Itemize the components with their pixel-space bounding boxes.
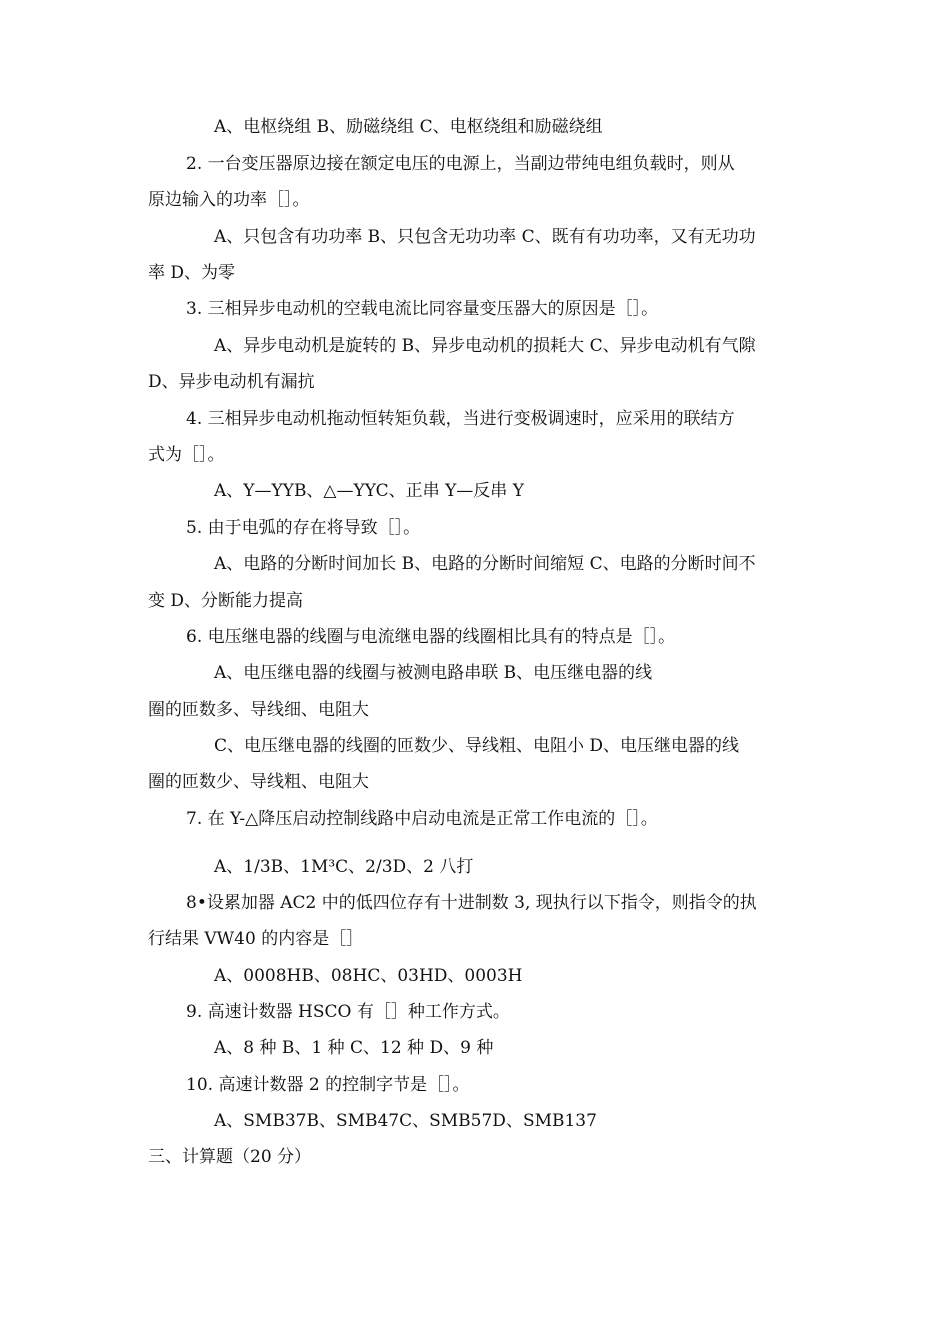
q3-options-line2: D、异步电动机有漏抗 [148, 372, 315, 392]
q6-options-line3: C、电压继电器的线圈的匝数少、导线粗、电阻小 D、电压继电器的线 [214, 736, 740, 756]
q6-options-line2: 圈的匝数多、导线细、电阻大 [148, 700, 369, 720]
q8-text-line1: 8•设累加器 AC2 中的低四位存有十进制数 3, 现执行以下指令，则指令的执 [186, 893, 757, 913]
q6-text: 6. 电压继电器的线圈与电流继电器的线圈相比具有的特点是［］。 [186, 627, 676, 647]
q7-options: A、1/3B、1M³C、2/3D、2 八打 [214, 857, 474, 877]
q10-options: A、SMB37B、SMB47C、SMB57D、SMB137 [214, 1111, 597, 1131]
q7-text: 7. 在 Y-△降压启动控制线路中启动电流是正常工作电流的［］。 [186, 809, 658, 829]
q1-options: A、电枢绕组 B、励磁绕组 C、电枢绕组和励磁绕组 [214, 117, 603, 137]
q9-options: A、8 种 B、1 种 C、12 种 D、9 种 [214, 1038, 494, 1058]
q2-options-line2: 率 D、为零 [148, 263, 236, 283]
q2-options-line1: A、只包含有功功率 B、只包含无功功率 C、既有有功功率，又有无功功 [214, 227, 756, 247]
q4-options: A、Y—YYB、△—YYC、正串 Y—反串 Y [214, 481, 524, 501]
q4-text-line2: 式为［］。 [148, 445, 225, 465]
q3-options-line1: A、异步电动机是旋转的 B、异步电动机的损耗大 C、异步电动机有气隙 [214, 336, 756, 356]
q5-options-line1: A、电路的分断时间加长 B、电路的分断时间缩短 C、电路的分断时间不 [214, 554, 756, 574]
q4-text-line1: 4. 三相异步电动机拖动恒转矩负载，当进行变极调速时，应采用的联结方 [186, 409, 735, 429]
q5-text: 5. 由于电弧的存在将导致［］。 [186, 518, 421, 538]
q6-options-line1: A、电压继电器的线圈与被测电路串联 B、电压继电器的线 [214, 663, 653, 683]
q6-options-line4: 圈的匝数少、导线粗、电阻大 [148, 772, 369, 792]
q2-text-line1: 2. 一台变压器原边接在额定电压的电源上，当副边带纯电组负载时，则从 [186, 154, 735, 174]
q9-text: 9. 高速计数器 HSCO 有［］种工作方式。 [186, 1002, 510, 1022]
q3-text: 3. 三相异步电动机的空载电流比同容量变压器大的原因是［］。 [186, 299, 659, 319]
q5-options-line2: 变 D、分断能力提高 [148, 591, 304, 611]
q8-text-line2: 行结果 VW40 的内容是［］ [148, 929, 364, 949]
q8-options: A、0008HB、08HC、03HD、0003H [214, 966, 523, 986]
section-heading-calculation: 三、计算题（20 分） [148, 1147, 312, 1167]
q10-text: 10. 高速计数器 2 的控制字节是［］。 [186, 1075, 470, 1095]
q2-text-line2: 原边输入的功率［］。 [148, 190, 310, 210]
